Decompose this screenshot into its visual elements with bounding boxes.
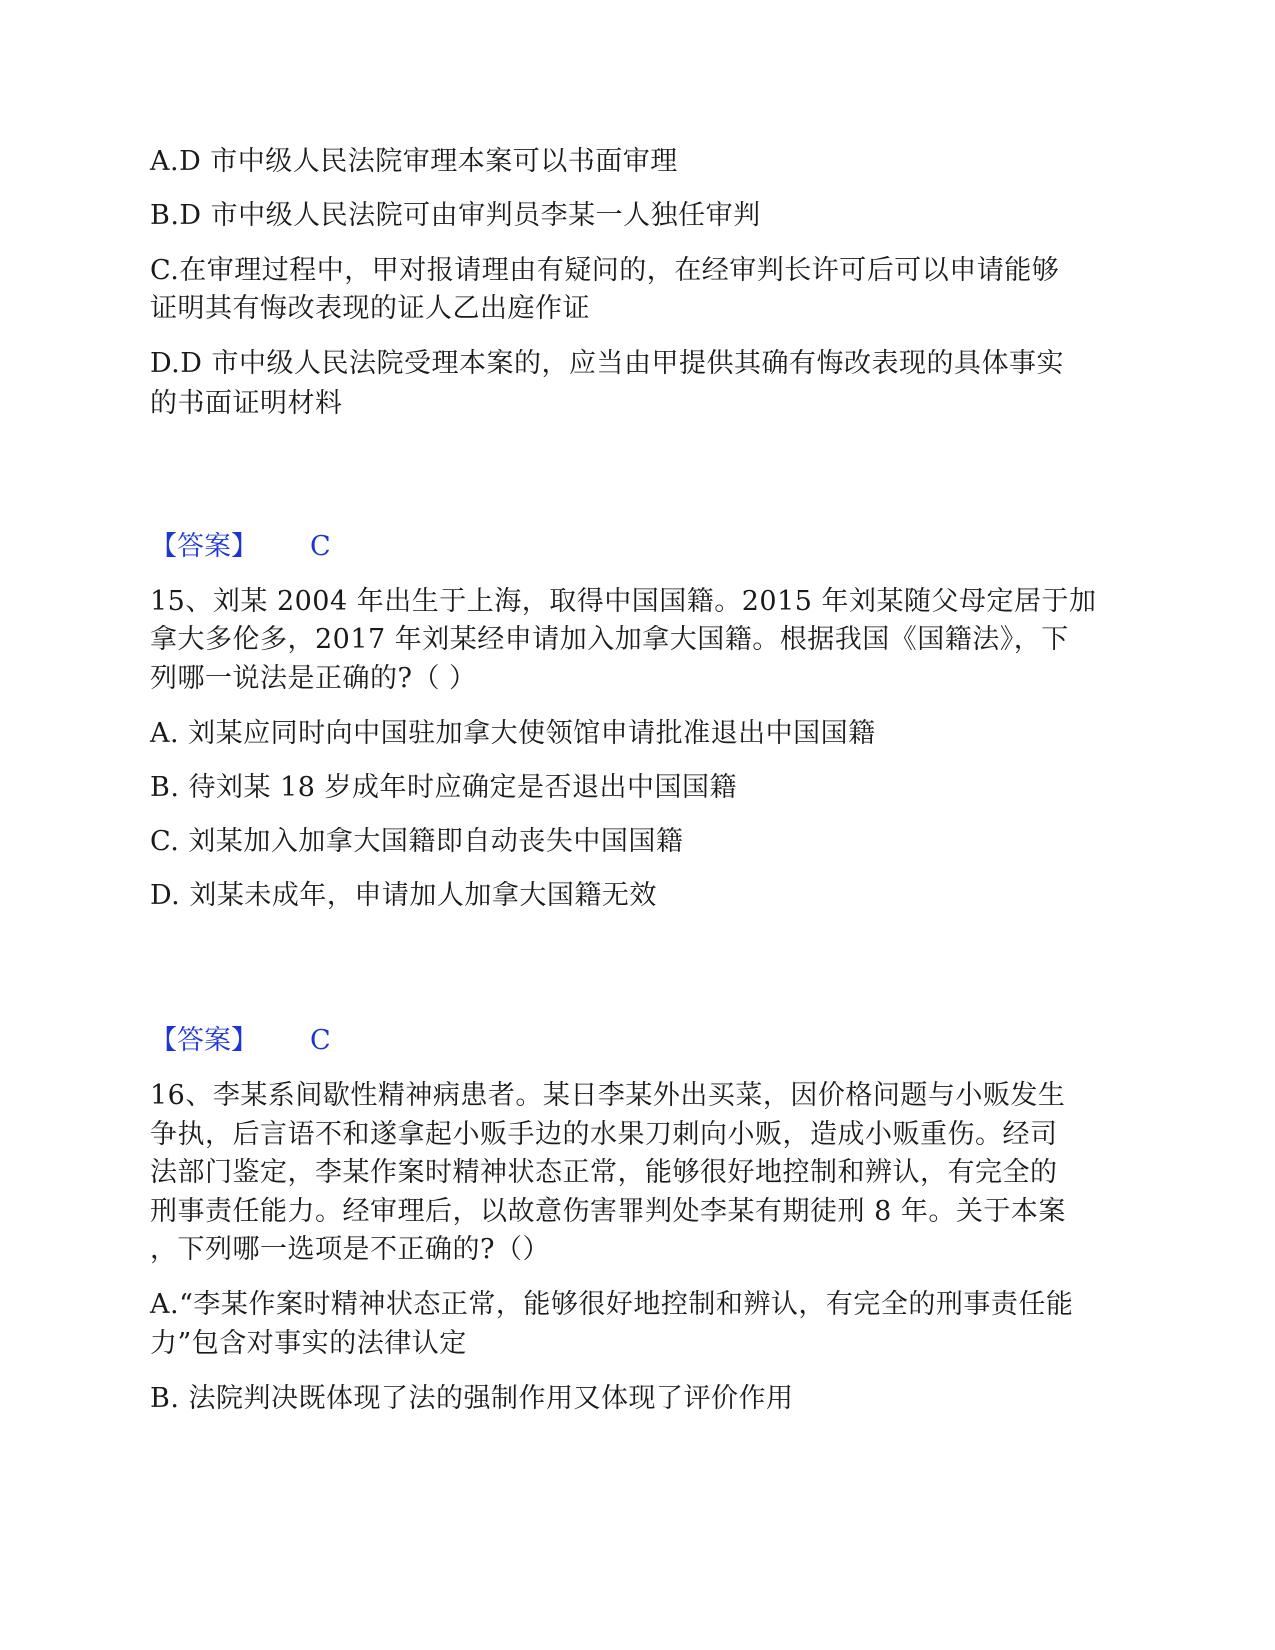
q16-stem-line1: 16、李某系间歇性精神病患者。某日李某外出买菜，因价格问题与小贩发生 xyxy=(150,1080,1066,1111)
answer-label: 【答案】 xyxy=(150,531,258,562)
q14-option-d-line2: 的书面证明材料 xyxy=(150,388,343,419)
q16-option-b: B. 法院判决既体现了法的强制作用又体现了评价作用 xyxy=(150,1383,794,1414)
q16-option-a-line1: A.“李某作案时精神状态正常，能够很好地控制和辨认，有完全的刑事责任能 xyxy=(150,1289,1074,1320)
q15-stem-line2: 拿大多伦多，2017 年刘某经申请加入加拿大国籍。根据我国《国籍法》，下 xyxy=(150,624,1069,655)
q15-option-a: A. 刘某应同时向中国驻加拿大使领馆申请批准退出中国国籍 xyxy=(150,718,876,749)
q14-option-c-line2: 证明其有悔改表现的证人乙出庭作证 xyxy=(150,293,590,324)
q15-stem-line1: 15、刘某 2004 年出生于上海，取得中国国籍。2015 年刘某随父母定居于加 xyxy=(150,586,1097,617)
q16-option-a-line2: 力”包含对事实的法律认定 xyxy=(150,1328,467,1359)
q15-option-d: D. 刘某未成年，申请加人加拿大国籍无效 xyxy=(150,880,657,911)
q16-stem-line3: 法部门鉴定，李某作案时精神状态正常，能够很好地控制和辨认，有完全的 xyxy=(150,1157,1058,1188)
q14-answer xyxy=(150,528,331,566)
q15-stem-line3: 列哪一说法是正确的?（ ） xyxy=(150,663,477,694)
answer-value: C xyxy=(310,1025,331,1056)
q16-stem-line2: 争执，后言语不和遂拿起小贩手边的水果刀刺向小贩，造成小贩重伤。经司 xyxy=(150,1119,1058,1150)
q16-stem-line5: ，下列哪一选项是不正确的?（） xyxy=(150,1234,550,1265)
q16-stem-line4: 刑事责任能力。经审理后，以故意伤害罪判处李某有期徒刑 8 年。关于本案 xyxy=(150,1196,1066,1227)
answer-label: 【答案】 xyxy=(150,1025,258,1056)
q14-option-b: B.D 市中级人民法院可由审判员李某一人独任审判 xyxy=(150,200,761,231)
q14-option-d-line1: D.D 市中级人民法院受理本案的，应当由甲提供其确有悔改表现的具体事实 xyxy=(150,348,1064,379)
q14-option-a: A.D 市中级人民法院审理本案可以书面审理 xyxy=(150,146,678,177)
q15-option-b: B. 待刘某 18 岁成年时应确定是否退出中国国籍 xyxy=(150,772,738,803)
q14-option-c-line1: C.在审理过程中，甲对报请理由有疑问的，在经审判长许可后可以申请能够 xyxy=(150,255,1060,286)
q15-option-c: C. 刘某加入加拿大国籍即自动丧失中国国籍 xyxy=(150,826,684,857)
answer-value: C xyxy=(310,531,331,562)
q15-answer xyxy=(150,1022,331,1060)
